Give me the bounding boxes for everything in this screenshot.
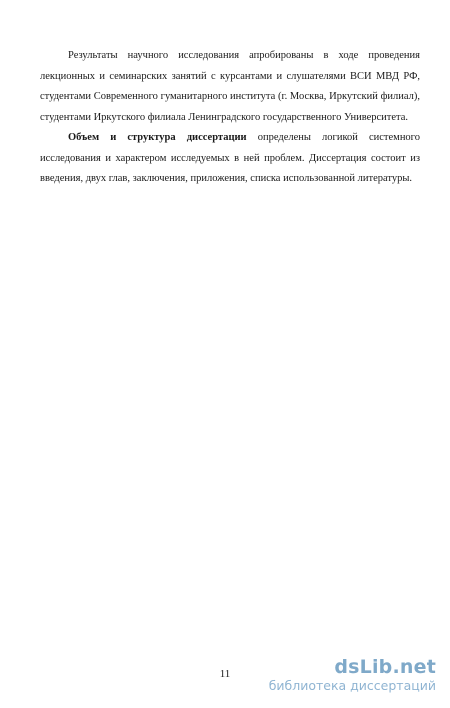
watermark[interactable] xyxy=(269,656,436,694)
body-text xyxy=(40,46,420,190)
paragraph-text: определены логикой системного исследования и характером исследуемых в ней проблем. Диссертация состоит из введения, двух глав, заключения, приложения, списка использованной литературы. xyxy=(40,132,420,184)
paragraph-bold-lead: Объем и структура диссертации xyxy=(68,132,247,143)
page-number: 11 xyxy=(219,668,231,680)
paragraph-text: Результаты научного исследования апробированы в ходе проведения лекционных и семинарских занятий с курсантами и слушателями ВСИ МВД РФ, студентами Современного гуманитарного института (г. Москва, Иркутский филиал), студентами Иркутского филиала Ленинградского государственного Университета. xyxy=(40,50,420,123)
paragraph-structure xyxy=(40,128,420,190)
watermark-caption: библиотека диссертаций xyxy=(268,678,436,693)
watermark-logo[interactable]: dsLib.net xyxy=(334,656,436,678)
paragraph-approbation xyxy=(40,46,420,128)
